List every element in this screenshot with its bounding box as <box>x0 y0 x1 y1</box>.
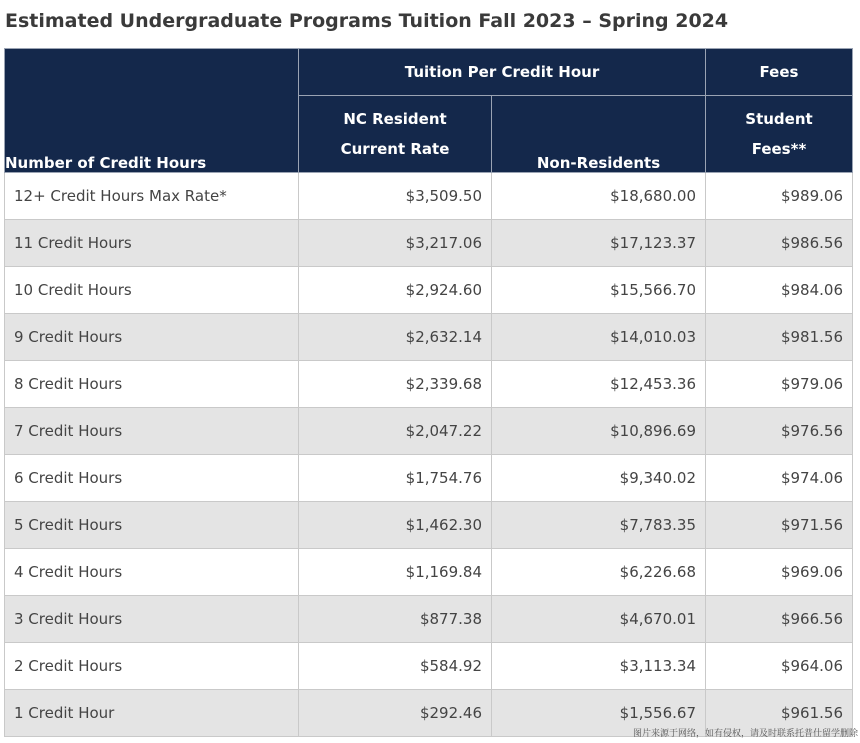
cell-student-fees: $981.56 <box>706 314 853 361</box>
fees-label: Fees** <box>751 140 807 158</box>
table-row <box>5 220 853 267</box>
cell-nc-resident-rate: $2,047.22 <box>299 408 492 455</box>
cell-non-resident-rate: $7,783.35 <box>492 502 706 549</box>
student-label: Student <box>745 110 813 128</box>
cell-student-fees: $984.06 <box>706 267 853 314</box>
cell-student-fees: $964.06 <box>706 643 853 690</box>
table-row <box>5 596 853 643</box>
table-row <box>5 361 853 408</box>
table-row <box>5 267 853 314</box>
cell-student-fees: $979.06 <box>706 361 853 408</box>
cell-student-fees: $986.56 <box>706 220 853 267</box>
cell-non-resident-rate: $10,896.69 <box>492 408 706 455</box>
header-group-row <box>5 49 853 96</box>
table-row <box>5 314 853 361</box>
cell-non-resident-rate: $4,670.01 <box>492 596 706 643</box>
cell-non-resident-rate: $17,123.37 <box>492 220 706 267</box>
column-header-non-residents: Non-Residents <box>492 96 706 173</box>
current-rate-label: Current Rate <box>340 140 450 158</box>
cell-credit-hours: 7 Credit Hours <box>5 408 299 455</box>
cell-credit-hours: 5 Credit Hours <box>5 502 299 549</box>
cell-nc-resident-rate: $2,339.68 <box>299 361 492 408</box>
cell-student-fees: $969.06 <box>706 549 853 596</box>
cell-credit-hours: 8 Credit Hours <box>5 361 299 408</box>
table-row <box>5 502 853 549</box>
table-row <box>5 643 853 690</box>
tuition-table <box>4 48 853 737</box>
cell-credit-hours: 9 Credit Hours <box>5 314 299 361</box>
cell-nc-resident-rate: $3,509.50 <box>299 173 492 220</box>
column-group-fees: Fees <box>706 49 853 96</box>
cell-non-resident-rate: $12,453.36 <box>492 361 706 408</box>
cell-non-resident-rate: $18,680.00 <box>492 173 706 220</box>
cell-non-resident-rate: $9,340.02 <box>492 455 706 502</box>
nc-resident-label: NC Resident <box>343 110 447 128</box>
cell-nc-resident-rate: $1,169.84 <box>299 549 492 596</box>
cell-credit-hours: 1 Credit Hour <box>5 690 299 737</box>
watermark-text: 图片来源于网络，如有侵权，请及时联系托普仕留学删除 <box>632 729 858 739</box>
cell-nc-resident-rate: $292.46 <box>299 690 492 737</box>
cell-non-resident-rate: $6,226.68 <box>492 549 706 596</box>
cell-nc-resident-rate: $584.92 <box>299 643 492 690</box>
table-header <box>5 49 853 173</box>
table-body <box>5 173 853 737</box>
cell-student-fees: $989.06 <box>706 173 853 220</box>
cell-student-fees: $976.56 <box>706 408 853 455</box>
cell-credit-hours: 6 Credit Hours <box>5 455 299 502</box>
cell-non-resident-rate: $15,566.70 <box>492 267 706 314</box>
cell-nc-resident-rate: $2,632.14 <box>299 314 492 361</box>
cell-credit-hours: 4 Credit Hours <box>5 549 299 596</box>
column-group-tuition: Tuition Per Credit Hour <box>299 49 706 96</box>
cell-non-resident-rate: $14,010.03 <box>492 314 706 361</box>
column-header-nc-resident <box>299 96 492 173</box>
cell-nc-resident-rate: $1,754.76 <box>299 455 492 502</box>
cell-non-resident-rate: $3,113.34 <box>492 643 706 690</box>
cell-non-resident-rate: $1,556.67 <box>492 690 706 737</box>
cell-credit-hours: 10 Credit Hours <box>5 267 299 314</box>
table-row <box>5 549 853 596</box>
cell-student-fees: $966.56 <box>706 596 853 643</box>
cell-credit-hours: 11 Credit Hours <box>5 220 299 267</box>
table-row <box>5 455 853 502</box>
column-header-student-fees <box>706 96 853 173</box>
cell-credit-hours: 2 Credit Hours <box>5 643 299 690</box>
cell-nc-resident-rate: $1,462.30 <box>299 502 492 549</box>
table-row <box>5 173 853 220</box>
table-row <box>5 408 853 455</box>
cell-student-fees: $974.06 <box>706 455 853 502</box>
column-header-credit-hours: Number of Credit Hours <box>5 49 299 173</box>
page-title: Estimated Undergraduate Programs Tuition Fall 2023 – Spring 2024 <box>5 10 729 32</box>
cell-credit-hours: 3 Credit Hours <box>5 596 299 643</box>
cell-nc-resident-rate: $2,924.60 <box>299 267 492 314</box>
cell-nc-resident-rate: $3,217.06 <box>299 220 492 267</box>
cell-credit-hours: 12+ Credit Hours Max Rate* <box>5 173 299 220</box>
cell-nc-resident-rate: $877.38 <box>299 596 492 643</box>
cell-student-fees: $961.56 <box>706 690 853 737</box>
cell-student-fees: $971.56 <box>706 502 853 549</box>
